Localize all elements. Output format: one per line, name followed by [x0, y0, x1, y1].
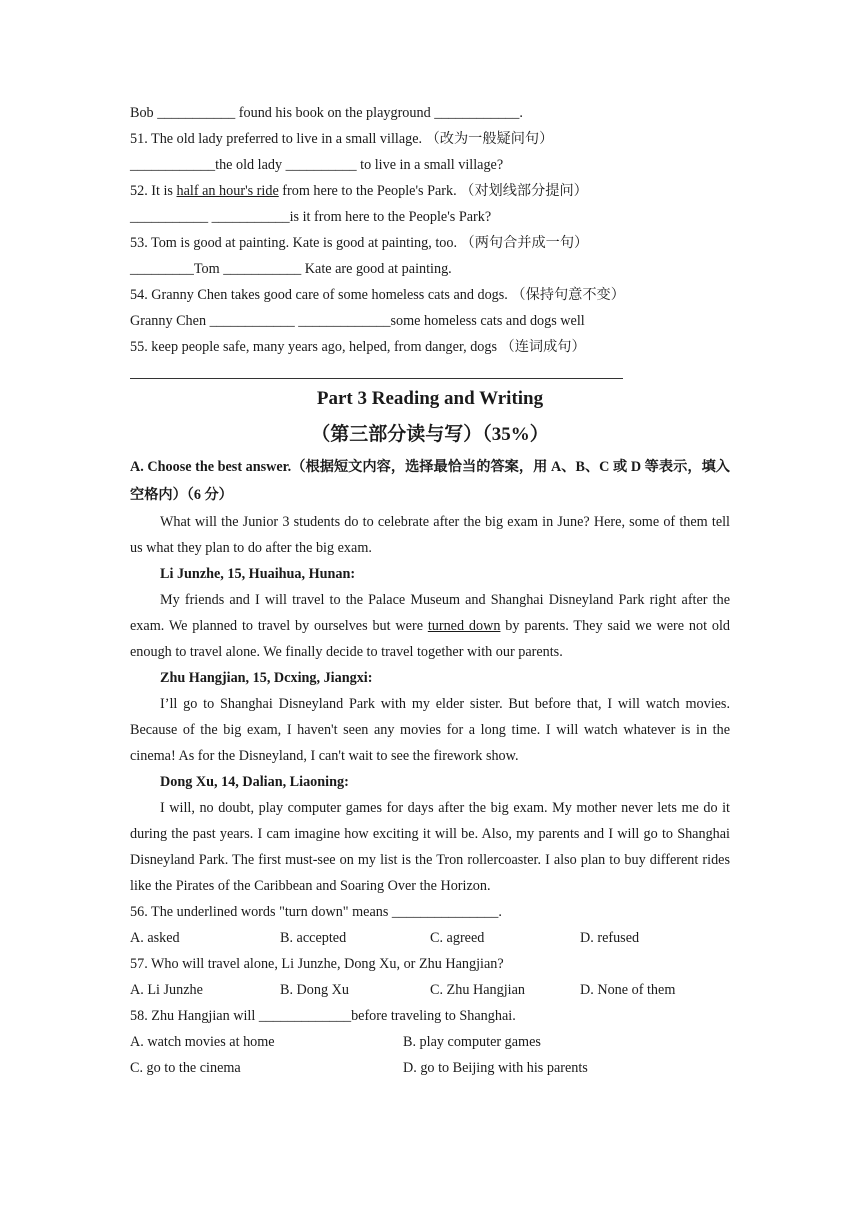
- option: B. Dong Xu: [280, 982, 349, 998]
- option: A. asked: [130, 930, 180, 946]
- fill-in-line: 52. It is half an hour's ride from here to the People's Park. （对划线部分提问）: [130, 183, 588, 199]
- fill-in-line: Bob ___________ found his book on the playground ____________.: [130, 105, 523, 121]
- speaker-paragraph: I’ll go to Shanghai Disneyland Park with my elder sister. But before that, I will watch movies. Because of the big exam, I haven't seen any movies for a long time. I will watch whatever is in the cinema! As for the Disneyland, I can't wait to see the firework show.: [130, 696, 730, 764]
- fill-in-line: Granny Chen ____________ _____________some homeless cats and dogs well: [130, 313, 585, 329]
- option: D. go to Beijing with his parents: [403, 1060, 588, 1076]
- speaker-paragraph: I will, no doubt, play computer games for days after the big exam. My mother never lets me do it during the past years. I cam imagine how exciting it will be. Also, my parents and I will go to Shanghai Disneyland Park. The first must-see on my list is the Tron rollercoaster. I also plan to buy different rides like the Pirates of the Caribbean and Soaring Over the Horizon.: [130, 800, 730, 894]
- option: C. Zhu Hangjian: [430, 982, 525, 998]
- fill-in-line: ___________ ___________is it from here to the People's Park?: [130, 209, 492, 225]
- option: C. go to the cinema: [130, 1060, 241, 1076]
- speaker-name: Zhu Hangjian, 15, Dcxing, Jiangxi:: [160, 670, 373, 686]
- option-row: [130, 1055, 730, 1081]
- option: A. watch movies at home: [130, 1034, 275, 1050]
- question-stem: 56. The underlined words "turn down" means _______________.: [130, 904, 502, 920]
- answer-rule: [130, 360, 623, 379]
- worksheet-page: [130, 100, 730, 1081]
- speaker-paragraph: My friends and I will travel to the Palace Museum and Shanghai Disneyland Park right after the exam. We planned to travel by ourselves but were turned down by parents. They said we were not old enough to travel alone. We finally decide to travel together with our parents.: [130, 592, 730, 660]
- part-subtitle: （第三部分读与写）（35%）: [311, 424, 549, 445]
- fill-in-line: 53. Tom is good at painting. Kate is good at painting, too. （两句合并成一句）: [130, 235, 589, 251]
- option: C. agreed: [430, 930, 485, 946]
- fill-in-line: ____________the old lady __________ to live in a small village?: [130, 157, 504, 173]
- option: D. None of them: [580, 982, 676, 998]
- speaker-name: Li Junzhe, 15, Huaihua, Hunan:: [160, 566, 356, 582]
- option-row: [130, 977, 730, 1003]
- fill-in-section: [130, 100, 730, 379]
- option: B. play computer games: [403, 1034, 541, 1050]
- question-stem: 57. Who will travel alone, Li Junzhe, Dong Xu, or Zhu Hangjian?: [130, 956, 504, 972]
- part-title: Part 3 Reading and Writing: [316, 388, 544, 409]
- option: A. Li Junzhe: [130, 982, 203, 998]
- option: B. accepted: [280, 930, 347, 946]
- option-row: [130, 925, 730, 951]
- option-row: [130, 1029, 730, 1055]
- option: D. refused: [580, 930, 640, 946]
- fill-in-line: 55. keep people safe, many years ago, helped, from danger, dogs （连词成句）: [130, 339, 586, 355]
- underlined-phrase: half an hour's ride: [176, 183, 279, 199]
- question-stem: 58. Zhu Hangjian will _____________before traveling to Shanghai.: [130, 1008, 516, 1024]
- section-a-instruction: A. Choose the best answer.（根据短文内容，选择最恰当的答案，用 A、B、C 或 D 等表示，填入空格内）（6 分）: [130, 459, 730, 503]
- fill-in-line: 51. The old lady preferred to live in a small village. （改为一般疑问句）: [130, 131, 554, 147]
- speaker-name: Dong Xu, 14, Dalian, Liaoning:: [160, 774, 349, 790]
- fill-in-line: _________Tom ___________ Kate are good at painting.: [130, 261, 452, 277]
- intro-paragraph: What will the Junior 3 students do to celebrate after the big exam in June? Here, some of them tell us what they plan to do after the big exam.: [130, 514, 730, 556]
- fill-in-line: 54. Granny Chen takes good care of some homeless cats and dogs. （保持句意不变）: [130, 287, 625, 303]
- underlined-phrase: turned down: [427, 618, 501, 634]
